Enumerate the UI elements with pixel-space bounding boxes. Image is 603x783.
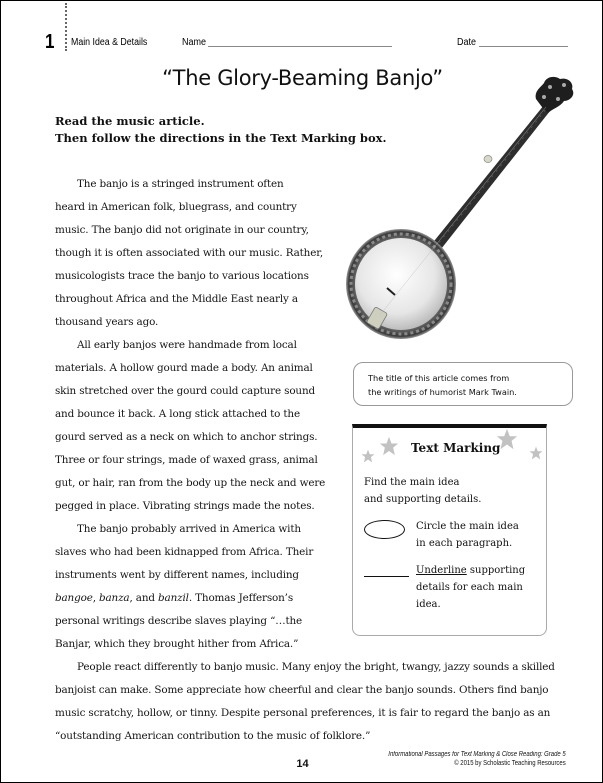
step-line: idea. bbox=[416, 599, 441, 610]
footer-credits bbox=[357, 750, 566, 768]
step-line: details for each main bbox=[416, 582, 523, 593]
date-label: Date bbox=[457, 37, 477, 48]
text-line: pegged in place. Vibrating strings made the notes. bbox=[55, 500, 315, 512]
lesson-number: 1 bbox=[45, 31, 55, 53]
text-line: though it is often associated with our music. Rather, bbox=[55, 247, 324, 259]
star-icon bbox=[361, 449, 375, 463]
text-marking-title: Text Marking bbox=[411, 441, 501, 455]
text-line: throughout Africa and the Middle East nearly a bbox=[55, 293, 298, 305]
text-line: “outstanding American contribution to the music of folklore.” bbox=[55, 730, 371, 742]
note-line: the writings of humorist Mark Twain. bbox=[368, 387, 517, 397]
step-line: in each paragraph. bbox=[416, 538, 513, 549]
text-line: music scratchy, hollow, or tinny. Despite personal preferences, it is fair to regard the banjo as an bbox=[55, 707, 551, 719]
text-line: gourd served as a neck on which to anchor strings. bbox=[55, 431, 318, 443]
text-line: The banjo probably arrived in America with bbox=[77, 523, 301, 535]
banjo-illustration-icon bbox=[336, 71, 581, 351]
text-line: skin stretched over the gourd could capture sound bbox=[55, 385, 316, 397]
separator: , and bbox=[129, 592, 159, 604]
text-line: and bounce it back. A long stick attached to the bbox=[55, 408, 300, 420]
name-field[interactable] bbox=[208, 46, 392, 47]
text-line: banjoist can make. Some appreciate how cheerful and clear the banjo sounds. Others find banjo bbox=[55, 684, 549, 696]
text-line: People react differently to banjo music. Many enjoy the bright, twangy, jazzy sounds a skilled bbox=[77, 661, 555, 673]
step-text: supporting bbox=[466, 565, 526, 576]
text-line: Three or four strings, made of waxed grass, animal bbox=[55, 454, 318, 466]
text-line: thousand years ago. bbox=[55, 316, 159, 328]
book-title: Informational Passages for Text Marking & Close Reading: Grade 5 bbox=[388, 751, 566, 758]
underline-marking-sample-icon bbox=[364, 576, 409, 577]
text-line: heard in American folk, bluegrass, and country bbox=[55, 201, 297, 213]
text-line bbox=[55, 587, 313, 610]
step-line: Circle the main idea bbox=[416, 521, 519, 532]
instruction-line: Read the music article. bbox=[55, 114, 205, 128]
star-icon bbox=[379, 436, 399, 456]
intro-line: and supporting details. bbox=[364, 494, 482, 505]
copyright: © 2015 by Scholastic Teaching Resources bbox=[454, 760, 566, 767]
text-line: instruments went by different names, including bbox=[55, 569, 299, 581]
text-span: . Thomas Jefferson’s bbox=[188, 592, 294, 604]
text-line: music. The banjo did not originate in our country, bbox=[55, 224, 309, 236]
italic-term: banzil bbox=[158, 592, 189, 604]
article-paragraph-2 bbox=[55, 334, 325, 518]
date-field[interactable] bbox=[479, 46, 568, 47]
italic-term: banza bbox=[99, 592, 130, 604]
name-label: Name bbox=[182, 37, 207, 48]
text-line: musicologists trace the banjo to various locations bbox=[55, 270, 309, 282]
text-marking-box bbox=[352, 424, 547, 636]
star-icon bbox=[529, 446, 543, 460]
text-line: The banjo is a stringed instrument often bbox=[77, 178, 284, 190]
separator: , bbox=[92, 592, 100, 604]
text-line: gut, or hair, ran from the body up the neck and were bbox=[55, 477, 326, 489]
article-paragraph-3 bbox=[55, 518, 313, 656]
text-marking-intro bbox=[364, 474, 481, 508]
step-line bbox=[416, 562, 525, 579]
text-line: personal writings describe slaves playing “…the bbox=[55, 615, 303, 627]
underline-step bbox=[416, 562, 525, 613]
page-number: 14 bbox=[296, 758, 309, 770]
circle-marking-sample-icon bbox=[364, 520, 405, 539]
underline-word: Underline bbox=[416, 565, 467, 576]
note-line: The title of this article comes from bbox=[368, 373, 510, 383]
page-title: “The Glory-Beaming Banjo” bbox=[162, 66, 443, 90]
article-paragraph-4 bbox=[55, 656, 555, 748]
intro-line: Find the main idea bbox=[364, 477, 460, 488]
dotted-margin-rule bbox=[65, 3, 67, 51]
instruction-line: Then follow the directions in the Text Marking box. bbox=[55, 131, 387, 145]
text-line: Banjar, which they brought hither from Africa.” bbox=[55, 638, 299, 650]
text-line: materials. A hollow gourd made a body. An animal bbox=[55, 362, 313, 374]
circle-step bbox=[416, 518, 519, 552]
text-line: slaves who had been kidnapped from Africa. Their bbox=[55, 546, 314, 558]
article-paragraph-1 bbox=[55, 173, 323, 334]
text-line: All early banjos were handmade from local bbox=[77, 339, 297, 351]
skill-label: Main Idea & Details bbox=[71, 37, 148, 48]
italic-term: bangoe bbox=[55, 592, 93, 604]
title-source-note bbox=[353, 362, 573, 406]
